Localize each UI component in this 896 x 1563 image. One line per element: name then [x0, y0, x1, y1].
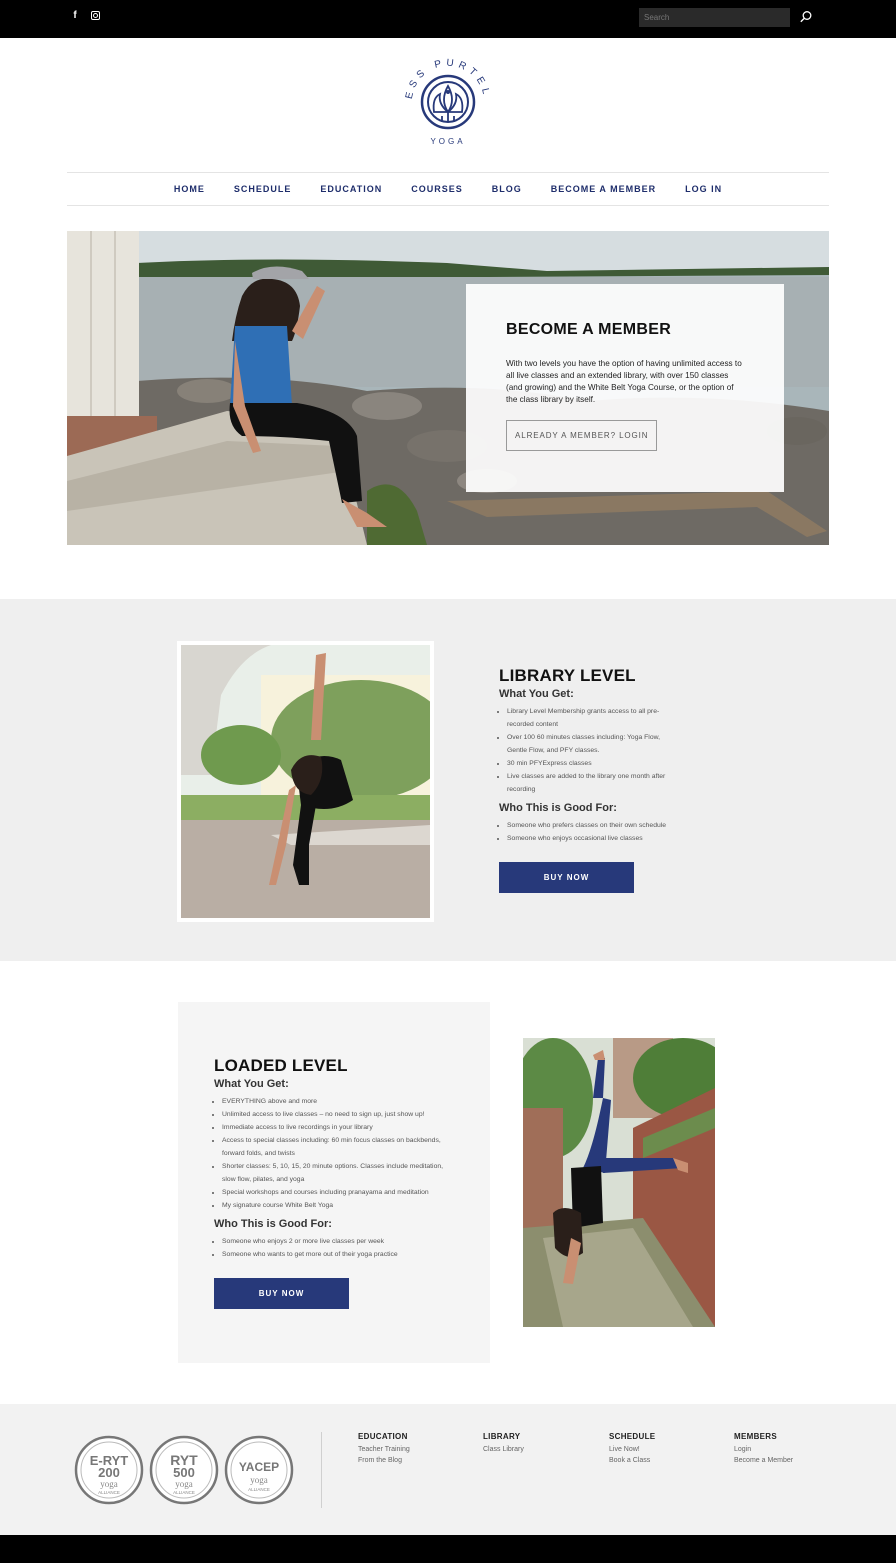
svg-text:ALLIANCE: ALLIANCE — [248, 1487, 270, 1492]
nav-blog[interactable]: BLOG — [491, 184, 522, 194]
footer-heading: LIBRARY — [483, 1432, 521, 1441]
hero-banner — [67, 231, 829, 545]
loaded-buy-button[interactable]: BUY NOW — [214, 1278, 349, 1309]
footer — [0, 1404, 896, 1535]
ryt-500-badge — [149, 1435, 219, 1505]
footer-link-class-library[interactable]: Class Library — [483, 1446, 524, 1453]
svg-text:500: 500 — [173, 1465, 195, 1480]
list-item: • Unlimited access to live classes – no need to sign up, just show up! — [222, 1108, 454, 1121]
loaded-title: LOADED LEVEL — [214, 1056, 348, 1075]
top-bar — [0, 0, 896, 38]
list-item: • Library Level Membership grants access to all pre-recorded content — [507, 705, 679, 731]
list-item: • Special workshops and courses including pranayama and meditation — [222, 1186, 454, 1199]
loaded-get-list — [214, 1095, 454, 1212]
list-item: • EVERYTHING above and more — [222, 1095, 454, 1108]
footer-col-education — [358, 1432, 410, 1464]
logo-text-top: ESS PURTEL — [403, 57, 492, 100]
svg-text:ALLIANCE: ALLIANCE — [98, 1490, 120, 1495]
list-item: • Over 100 60 minutes classes including: Yoga Flow, Gentle Flow, and PFY classes. — [507, 731, 679, 757]
footer-link-teacher-training[interactable]: Teacher Training — [358, 1446, 410, 1453]
footer-col-schedule — [609, 1432, 655, 1464]
nav-courses[interactable]: COURSES — [411, 184, 463, 194]
loaded-get-heading: What You Get: — [214, 1078, 289, 1090]
list-item: • Shorter classes: 5, 10, 15, 20 minute options. Classes include meditation, slow flow, pilates, and yoga — [222, 1160, 454, 1186]
e-ryt-200-badge — [74, 1435, 144, 1505]
svg-text:RYT: RYT — [170, 1452, 198, 1468]
svg-text:ALLIANCE: ALLIANCE — [173, 1490, 195, 1495]
list-item: • Live classes are added to the library one month after recording — [507, 770, 679, 796]
library-details — [499, 666, 679, 845]
footer-heading: SCHEDULE — [609, 1432, 656, 1441]
library-buy-button[interactable]: BUY NOW — [499, 862, 634, 893]
yacep-badge — [224, 1435, 294, 1505]
footer-col-members — [734, 1432, 793, 1464]
logo-text-bottom: YOGA — [430, 137, 466, 146]
list-item: • Immediate access to live recordings in your library — [222, 1121, 454, 1134]
nav-schedule[interactable]: SCHEDULE — [233, 184, 292, 194]
library-title: LIBRARY LEVEL — [499, 666, 636, 685]
loaded-level-card — [178, 1002, 490, 1363]
list-item: • Someone who wants to get more out of their yoga practice — [222, 1248, 454, 1261]
hero-title: BECOME A MEMBER — [506, 321, 672, 338]
list-item: • My signature course White Belt Yoga — [222, 1199, 454, 1212]
svg-text:E-RYT: E-RYT — [89, 1453, 129, 1468]
svg-text:YACEP: YACEP — [238, 1460, 280, 1474]
nav-become-member[interactable]: BECOME A MEMBER — [550, 184, 657, 194]
footer-link-blog[interactable]: From the Blog — [358, 1457, 402, 1464]
footer-heading: MEMBERS — [734, 1432, 777, 1441]
list-item: • Someone who prefers classes on their own schedule — [507, 819, 679, 832]
nav-education[interactable]: EDUCATION — [320, 184, 383, 194]
main-nav — [67, 172, 829, 206]
svg-text:200: 200 — [98, 1465, 120, 1480]
facebook-icon[interactable]: f — [73, 9, 77, 21]
site-logo[interactable] — [398, 50, 498, 150]
footer-divider — [321, 1432, 322, 1508]
social-links — [70, 9, 100, 21]
loaded-photo — [523, 1038, 715, 1332]
instagram-icon[interactable] — [90, 9, 100, 21]
list-item: • Someone who enjoys 2 or more live classes per week — [222, 1235, 454, 1248]
member-login-button[interactable]: ALREADY A MEMBER? LOGIN — [506, 420, 657, 451]
list-item: • Someone who enjoys occasional live classes — [507, 832, 679, 845]
hero-card — [466, 284, 784, 492]
footer-heading: EDUCATION — [358, 1432, 408, 1441]
bottom-bar — [0, 1535, 896, 1563]
list-item: • 30 min PFYExpress classes — [507, 757, 679, 770]
svg-text:yoga: yoga — [250, 1475, 268, 1485]
search-icon[interactable] — [799, 10, 813, 24]
library-photo — [177, 641, 434, 922]
loaded-good-list — [214, 1235, 454, 1261]
svg-text:yoga: yoga — [175, 1479, 193, 1489]
search-input[interactable] — [639, 8, 790, 27]
loaded-good-heading: Who This is Good For: — [214, 1218, 332, 1230]
footer-link-book-class[interactable]: Book a Class — [609, 1457, 651, 1464]
library-get-heading: What You Get: — [499, 688, 574, 700]
svg-text:yoga: yoga — [100, 1479, 118, 1489]
list-item: • Access to special classes including: 60 min focus classes on backbends, forward folds, and twists — [222, 1134, 454, 1160]
footer-col-library — [483, 1432, 524, 1453]
library-good-list — [499, 819, 679, 845]
nav-login[interactable]: LOG IN — [685, 184, 723, 194]
library-level-section — [0, 599, 896, 961]
library-get-list — [499, 705, 679, 796]
nav-home[interactable]: HOME — [173, 184, 205, 194]
footer-link-become-member[interactable]: Become a Member — [734, 1457, 794, 1464]
library-good-heading: Who This is Good For: — [499, 802, 617, 814]
hero-text: With two levels you have the option of having unlimited access to all live classes and an extended library, with over 150 classes (and growing) and the White Belt Yoga Course, or the option of the class library by itself. — [506, 359, 742, 404]
footer-link-login[interactable]: Login — [734, 1446, 752, 1453]
footer-link-live-now[interactable]: Live Now! — [609, 1446, 640, 1453]
